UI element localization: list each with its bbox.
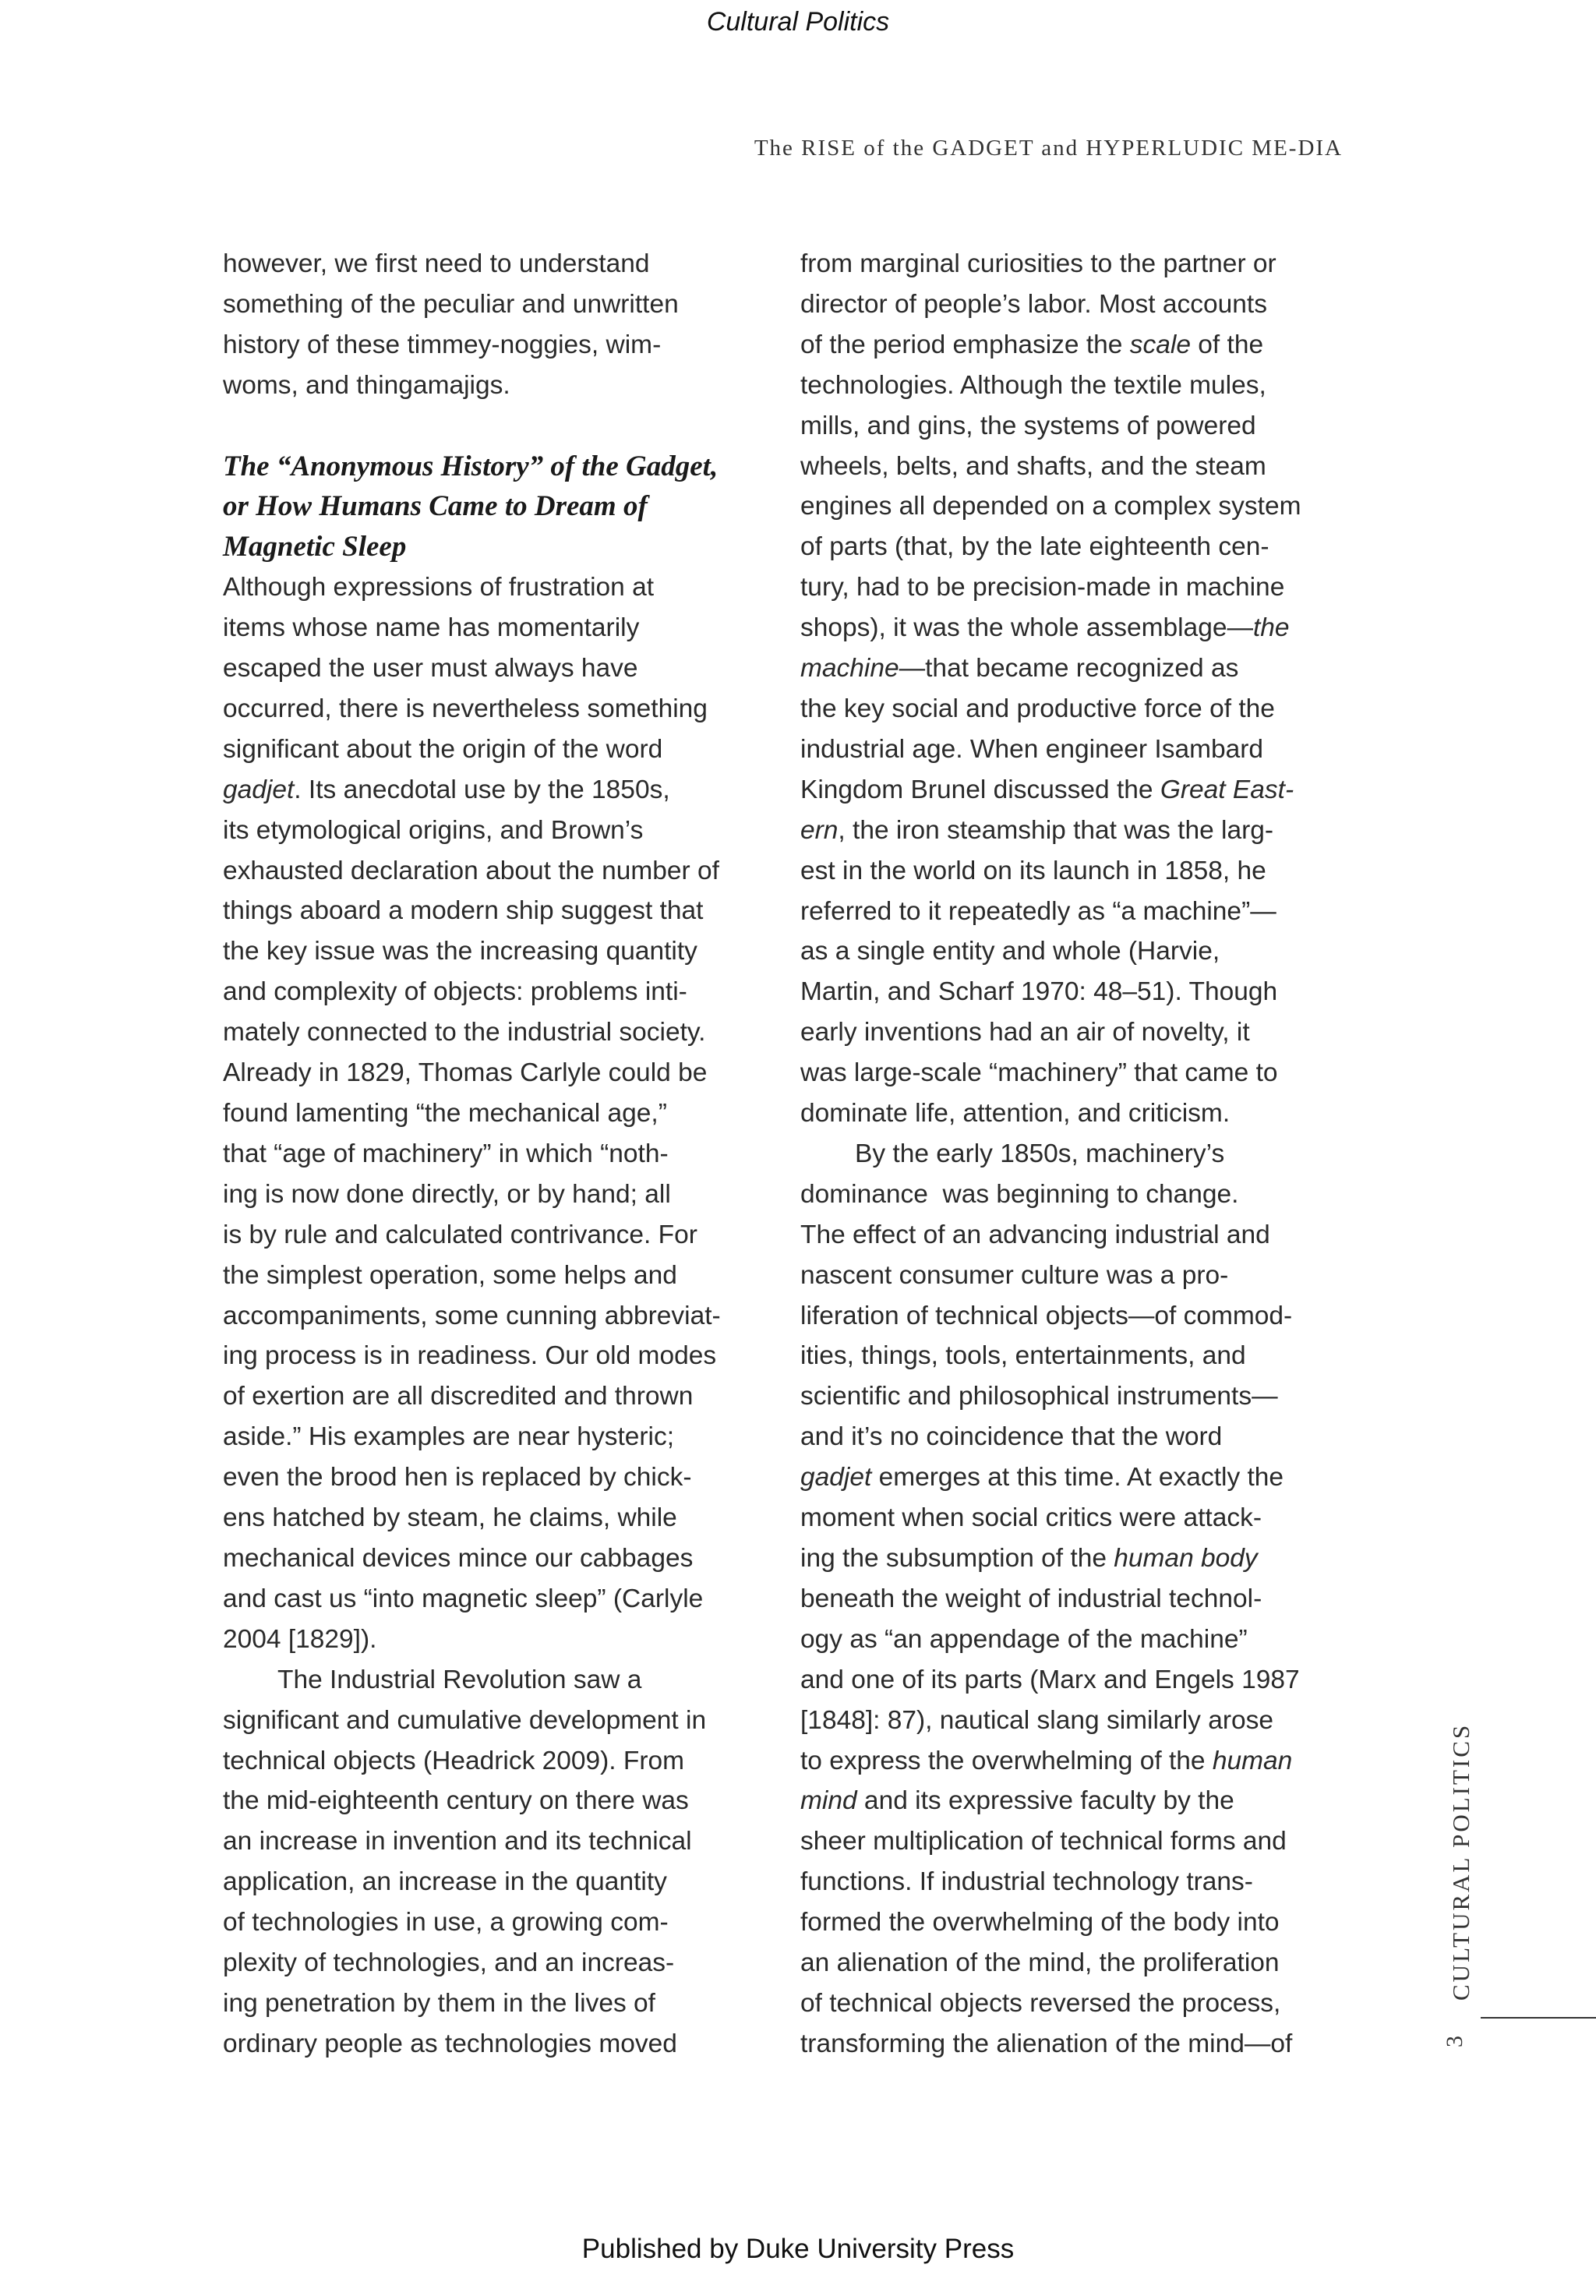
text-line: and it’s no coincidence that the word [800, 1422, 1223, 1452]
text-line: early inventions had an air of novelty, it [800, 1018, 1250, 1047]
text-line: beneath the weight of industrial technol- [800, 1584, 1262, 1613]
text-line: By the early 1850s, machinery’s [855, 1139, 1225, 1168]
text-run: , the iron steamship that was the larg- [838, 815, 1274, 845]
text-line: aside.” His examples are near hysteric; [223, 1422, 675, 1452]
text-line: Already in 1829, Thomas Carlyle could be [223, 1058, 708, 1088]
side-rule-divider [1481, 2017, 1596, 2019]
text-run: shops), it was the whole assemblage— [800, 613, 1253, 643]
side-journal-label: CULTURAL POLITICS [1447, 1722, 1474, 2001]
text-line: referred to it repeatedly as “a machine”— [800, 896, 1276, 926]
text-line: est in the world on its launch in 1858, he [800, 856, 1266, 885]
text-line: its etymological origins, and Brown’s [223, 815, 644, 845]
publisher-footer: Published by Duke University Press [581, 2234, 1015, 2264]
text-run: and its expressive faculty by the [856, 1786, 1234, 1816]
paragraph-intro [223, 244, 784, 406]
text-run: Kingdom Brunel discussed the [800, 775, 1160, 804]
text-line: Martin, and Scharf 1970: 48–51). Though [800, 977, 1278, 1007]
italic-term: gadjet [800, 1463, 872, 1492]
text-line: an alienation of the mind, the proliferation [800, 1948, 1280, 1978]
text-line [800, 608, 1361, 648]
text-line: of technologies in use, a growing com- [223, 1908, 669, 1937]
text-line: sheer multiplication of technical forms and [800, 1827, 1287, 1856]
journal-banner: Cultural Politics [706, 7, 890, 37]
text-line: even the brood hen is replaced by chick- [223, 1463, 692, 1492]
paragraph-spacer [223, 406, 784, 447]
text-line: mills, and gins, the systems of powered [800, 411, 1256, 440]
text-line: functions. If industrial technology trans- [800, 1867, 1253, 1897]
paragraph-machinery [800, 244, 1361, 1134]
text-line: significant and cumulative development in [223, 1705, 707, 1735]
text-line: scientific and philosophical instruments— [800, 1382, 1278, 1411]
page-number: 3 [1442, 2036, 1467, 2047]
text-run: of the period emphasize the [800, 330, 1130, 359]
text-line: the simplest operation, some helps and [223, 1260, 677, 1290]
text-line: the mid-eighteenth century on there was [223, 1786, 689, 1816]
italic-term: mind [800, 1786, 857, 1816]
text-line: of exertion are all discredited and thrown [223, 1382, 694, 1411]
text-line: that “age of machinery” in which “noth- [223, 1139, 669, 1168]
italic-term: gadjet [223, 775, 295, 804]
text-line: [1848]: 87), nautical slang similarly arose [800, 1705, 1274, 1735]
text-line: found lamenting “the mechanical age,” [223, 1099, 667, 1129]
text-line: engines all depended on a complex system [800, 492, 1301, 521]
text-line: woms, and thingamajigs. [223, 370, 510, 400]
text-line: ordinary people as technologies moved [223, 2029, 677, 2058]
text-line [800, 1741, 1361, 1782]
text-line: is by rule and calculated contrivance. For [223, 1220, 697, 1249]
text-line: Although expressions of frustration at [223, 573, 655, 602]
text-line: plexity of technologies, and an increas- [223, 1948, 675, 1978]
text-line [800, 1781, 1361, 1821]
italic-term: scale [1129, 330, 1191, 359]
italic-term: Great East- [1160, 775, 1294, 804]
italic-term: ern [800, 815, 839, 845]
text-line: the key issue was the increasing quantity [223, 937, 697, 966]
text-line: something of the peculiar and unwritten [223, 289, 679, 319]
text-line [800, 1457, 1361, 1498]
text-line: 2004 [1829]). [223, 1624, 377, 1654]
text-line: technologies. Although the textile mules, [800, 370, 1266, 400]
text-line: and complexity of objects: problems inti- [223, 977, 687, 1007]
text-line: ities, things, tools, entertainments, and [800, 1341, 1246, 1371]
text-line: exhausted declaration about the number of [223, 856, 719, 885]
left-column [223, 244, 784, 2065]
text-line: tury, had to be precision-made in machine [800, 573, 1285, 602]
text-line: occurred, there is nevertheless something [223, 694, 708, 723]
text-line: history of these timmey-noggies, wim- [223, 330, 662, 359]
text-line: nascent consumer culture was a pro- [800, 1260, 1229, 1290]
text-line: of technical objects reversed the process, [800, 1988, 1281, 2018]
heading-line: The “Anonymous History” of the Gadget, [223, 450, 719, 482]
text-run: emerges at this time. At exactly the [871, 1463, 1284, 1492]
text-line [800, 1538, 1361, 1579]
text-line: wheels, belts, and shafts, and the steam [800, 451, 1266, 481]
text-run: ing the subsumption of the [800, 1544, 1114, 1573]
text-line: liferation of technical objects—of commod- [800, 1301, 1293, 1330]
text-line: mately connected to the industrial society. [223, 1018, 706, 1047]
text-line: was large-scale “machinery” that came to [800, 1058, 1278, 1088]
italic-term: human [1212, 1746, 1293, 1775]
text-line: director of people’s labor. Most accounts [800, 289, 1267, 319]
text-line: ing process is in readiness. Our old modes [223, 1341, 717, 1371]
text-line: however, we first need to understand [223, 249, 650, 278]
text-line: and cast us “into magnetic sleep” (Carlyle [223, 1584, 704, 1613]
text-line: application, an increase in the quantity [223, 1867, 667, 1897]
text-line: industrial age. When engineer Isambard [800, 734, 1264, 764]
text-line [800, 811, 1361, 851]
text-run: —that became recognized as [899, 654, 1239, 684]
italic-term: the [1252, 613, 1290, 643]
text-line: of parts (that, by the late eighteenth cen- [800, 532, 1269, 562]
text-line: the key social and productive force of the [800, 694, 1275, 723]
text-line [800, 648, 1361, 689]
paragraph-early-1850s [800, 1134, 1361, 2065]
text-line: an increase in invention and its technical [223, 1827, 692, 1856]
section-heading [223, 447, 784, 568]
text-line: transforming the alienation of the mind—of [800, 2029, 1293, 2058]
text-line: ens hatched by steam, he claims, while [223, 1503, 677, 1533]
text-line: significant about the origin of the word [223, 734, 663, 764]
text-line: dominance was beginning to change. [800, 1179, 1239, 1209]
heading-line: or How Humans Came to Dream of [223, 490, 648, 523]
text-line: dominate life, attention, and criticism. [800, 1099, 1231, 1129]
text-run: of the [1190, 330, 1264, 359]
text-line: moment when social critics were attack- [800, 1503, 1262, 1533]
text-line: things aboard a modern ship suggest that [223, 896, 704, 926]
text-line [800, 770, 1361, 811]
text-line: as a single entity and whole (Harvie, [800, 937, 1220, 966]
running-head: The RISE of the GADGET and HYPERLUDIC ME-DIA [754, 136, 1343, 161]
text-line: formed the overwhelming of the body into [800, 1908, 1280, 1937]
text-line: The Industrial Revolution saw a [277, 1665, 642, 1694]
text-run: to express the overwhelming of the [800, 1746, 1213, 1775]
text-line: ogy as “an appendage of the machine” [800, 1624, 1248, 1654]
heading-line: Magnetic Sleep [223, 531, 407, 563]
text-line: ing penetration by them in the lives of [223, 1988, 655, 2018]
text-line [800, 325, 1361, 366]
text-line: items whose name has momentarily [223, 613, 640, 643]
text-line: accompaniments, some cunning abbreviat- [223, 1301, 721, 1330]
text-line: technical objects (Headrick 2009). From [223, 1746, 685, 1775]
text-line: from marginal curiosities to the partner or [800, 249, 1276, 278]
paragraph-industrial-revolution [223, 1660, 784, 2065]
paragraph-origin [223, 567, 784, 1659]
text-line: ing is now done directly, or by hand; all [223, 1179, 671, 1209]
text-line [223, 770, 784, 811]
text-line: and one of its parts (Marx and Engels 1987 [800, 1665, 1300, 1694]
text-run: . Its anecdotal use by the 1850s, [294, 775, 670, 804]
italic-term: machine [800, 654, 899, 684]
right-column [800, 244, 1361, 2065]
text-line: escaped the user must always have [223, 654, 638, 684]
text-line: The effect of an advancing industrial and [800, 1220, 1270, 1249]
italic-term: human body [1114, 1544, 1258, 1573]
text-line: mechanical devices mince our cabbages [223, 1543, 694, 1573]
